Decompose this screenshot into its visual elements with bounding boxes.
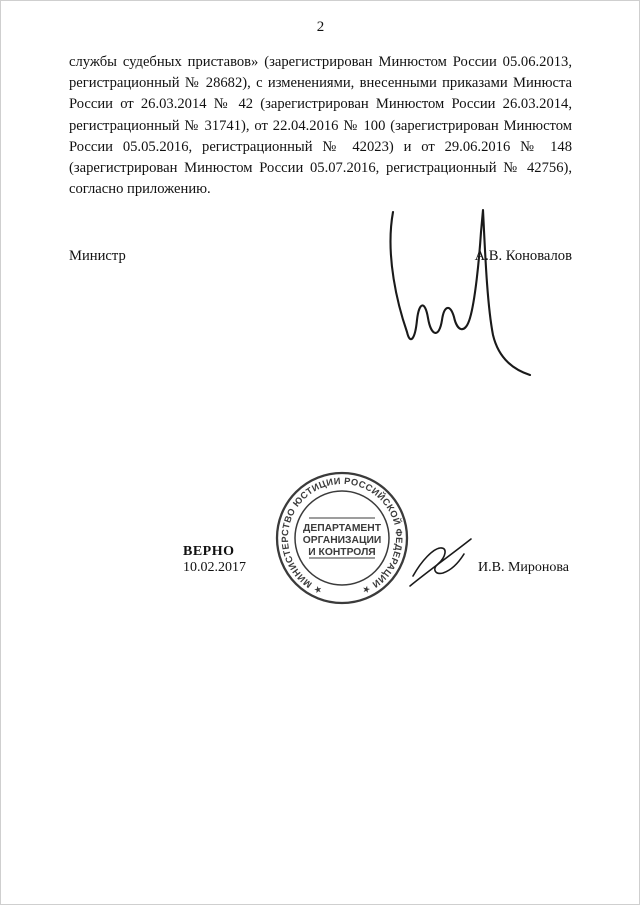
paragraph-line: службы судебных приставов» (зарегистрирован Минюстом России 05.06.2013,	[69, 54, 572, 70]
signature-stroke	[410, 539, 471, 586]
paragraph-line: (зарегистрирован Минюстом России 05.07.2016, регистрационный № 42756),	[69, 160, 572, 177]
minister-name: А.В. Коновалов	[474, 248, 572, 264]
stamp-ring-text: ★ МИНИСТЕРСТВО ЮСТИЦИИ РОССИЙСКОЙ ФЕДЕРАЦИИ ★	[279, 475, 405, 596]
paragraph-line: регистрационный № 31741), от 22.04.2016 № 100 (зарегистрирован Минюстом	[69, 117, 572, 134]
paragraph-line: согласно приложению.	[69, 181, 211, 198]
signature-stroke	[413, 548, 464, 576]
certification-date: 10.02.2017	[183, 560, 246, 575]
stamp-center-line: ОРГАНИЗАЦИИ	[302, 535, 382, 546]
stamp-center-text	[303, 523, 382, 558]
minister-signature	[379, 204, 537, 376]
page-number: 2	[316, 19, 325, 35]
paragraph-line: России 05.05.2016, регистрационный № 42023) и от 29.06.2016 № 148	[69, 138, 572, 155]
official-stamp	[272, 468, 412, 608]
clerk-signature	[407, 534, 475, 592]
signature-stroke	[391, 210, 530, 375]
clerk-name: И.В. Миронова	[478, 560, 570, 575]
certification-block	[183, 544, 246, 576]
body-paragraph	[69, 52, 572, 200]
paragraph-line: России от 26.03.2014 № 42 (зарегистрирован Минюстом России 26.03.2014,	[69, 96, 572, 113]
verno-label: ВЕРНО	[183, 544, 235, 559]
stamp-center-line: И КОНТРОЛЯ	[308, 547, 376, 558]
paragraph-line: регистрационный № 28682), с изменениями, внесенными приказами Минюста	[69, 75, 572, 92]
stamp-center-line: ДЕПАРТАМЕНТ	[302, 523, 382, 534]
minister-label: Министр	[69, 248, 126, 264]
